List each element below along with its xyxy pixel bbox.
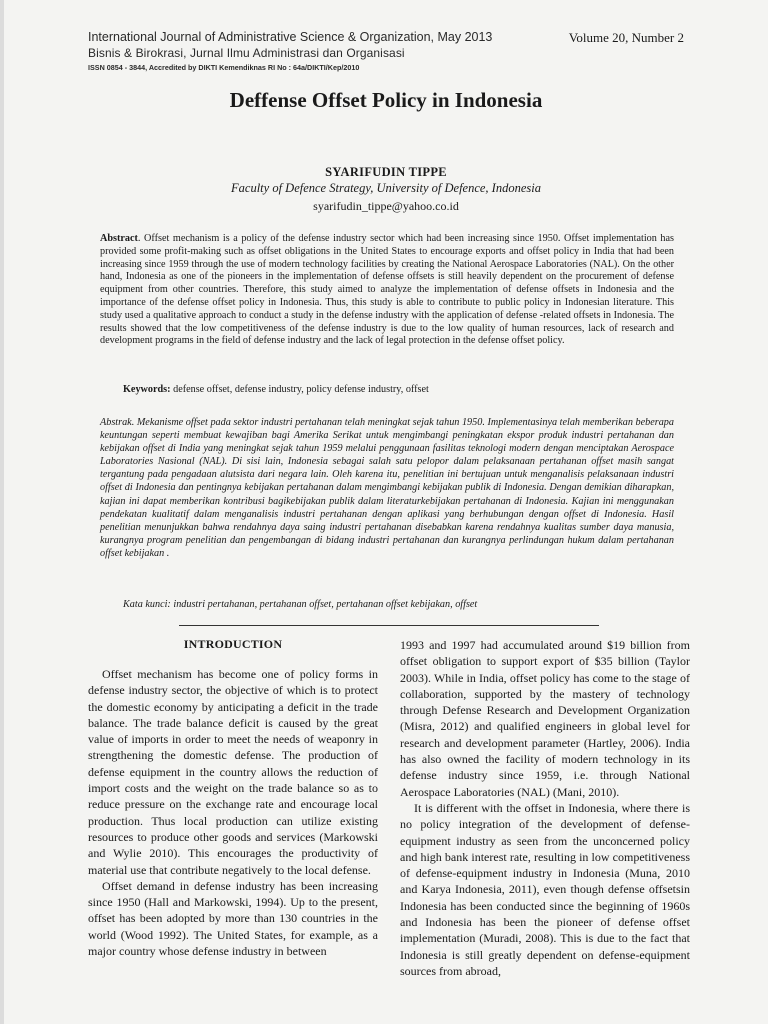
body-paragraph: It is different with the offset in Indonesia, where there is no policy integration of the development of defense-equipment industry as seen from the unconcerned policy and high bank interest rate, resulting in low competitiveness of defense-equipment industry in Indonesia (Muna, 2010 and Karya Indonesia, 2011), even though defense offsetsin Indonesia has been conducted since the beginning of 1960s and Indonesia has been the pioneer of defense offset implementation (Muradi, 2008). This is due to the fact that Indonesia is still greatly dependent on defense-equipment sources from abroad, <box>400 800 690 978</box>
keywords-text: defense offset, defense industry, policy defense industry, offset <box>170 384 429 395</box>
keywords-label: Keywords: <box>123 384 171 395</box>
body-paragraph: Offset demand in defense industry has been increasing since 1950 (Hall and Markowski, 1994). Up to the present, offset has been adopted by more than 130 countries in the world (Wood 1992). The United States, for example, as a major country whose defense industry in between <box>88 878 378 959</box>
author-name: SYARIFUDIN TIPPE <box>325 165 447 179</box>
section-heading: INTRODUCTION <box>183 637 283 651</box>
body-column-left <box>88 666 378 959</box>
abstract-text: . Offset mechanism is a policy of the defense industry sector which had been increasing since 1950. Offset implementation has provided some profit-making such as offset obligations in the United States to encourage exports and offset policy in India that had been increasing since 1959 through the use of modern technology facilities by creating the National Aerospace Laboratories (NAL). On the other hand, Indonesia as one of the pioneers in the implementation of defense offsets is still heavily dependent on the procurement of defense equipment from other countries. Therefore, this study aimed to analyze the implementation of defense offsets in Indonesia and the importance of the defense offset policy in Indonesia. Thus, this study is able to contribute to public policy in Indonesian literature. This study used a qualitative approach to conduct a study in the defense industry with the application of defense -related offsets in Indonesia. The results showed that the low competitiveness of the defense industry is due to the low quality of human resources, lack of research and development programs in the field of defense industry and the lack of legal protection in the defense offset policy. <box>100 233 674 347</box>
journal-title: International Journal of Administrative Science & Organization, May 2013 <box>88 30 493 44</box>
paper-title: Deffense Offset Policy in Indonesia <box>229 88 543 112</box>
keywords <box>123 384 429 395</box>
journal-subtitle: Bisnis & Birokrasi, Jurnal Ilmu Administrasi dan Organisasi <box>88 46 405 60</box>
document-page <box>4 0 768 1024</box>
body-paragraph: 1993 and 1997 had accumulated around $19 billion from offset obligation to support export of $35 billion (Taylor 2003). While in India, offset policy has come to the stage of collaboration, supported by the mastery of technology through Defense Research and Development Organization (Misra, 2012) and qualified engineers in global level for research and development parameter (Hartley, 2006). India has also owned the facility of modern technology in its defense industry since 1959, i.e. through National Aerospace Laboratories (NAL) (Mani, 2010). <box>400 638 690 799</box>
abstract-label: Abstract <box>100 233 138 244</box>
section-divider <box>179 625 599 626</box>
abstract-english <box>100 233 674 348</box>
keywords-indonesian: Kata kunci: industri pertahanan, pertahanan offset, pertahanan offset kebijakan, offset <box>123 599 478 610</box>
author-affiliation: Faculty of Defence Strategy, University of Defence, Indonesia <box>231 181 541 195</box>
abstract-indonesian: Abstrak. Mekanisme offset pada sektor industri pertahanan telah meningkat sejak tahun 1950. Implementasinya telah memberikan beberapa keuntungan seperti membuat kewajiban bagi Amerika Serikat untuk mengimbangi peningkatan ekspor produk industri pertahanan dan kebijakan offset di India yang meningkat sejak tahun 1959 melalui penggunaan fasilitas teknologi modern dengan menciptakan Aerospace Laboratories Nasional (NAL). Di sisi lain, Indonesia sebagai salah satu pelopor dalam pelaksanaan pertahanan offset masih sangat tergantung pada pengadaan alutsista dari negara lain. Oleh karena itu, penelitian ini bertujuan untuk menganalisis pelaksanaan industri offset di Indonesia dan pentingnya kebijakan pertahanan dalam mengimbangi kebijakan publik di Indonesia. Dengan demikian diharapkan, kajian ini dapat memberikan kontribusi bagikebijakan publik dalam literaturkebijakan pertahanan di Indonesia. Kajian ini menggunakan pendekatan kualitatif dalam menganalisis industri pertahanan dengan aplikasi yang berhubungan dengan offset di Indonesia. Hasil penelitian menunjukkan bahwa rendahnya daya saing industri pertahanan disebabkan karena rendahnya kualitas sumber daya manusia, kurangnya program penelitian dan pengembangan di bidang industri pertahanan dan kurangnya perlindungan hukum dalam pertahanan offset kebijakan . <box>100 417 674 559</box>
volume-number: Volume 20, Number 2 <box>568 30 684 45</box>
body-paragraph: Offset mechanism has become one of policy forms in defense industry sector, the objective of which is to protect the domestic economy by anticipating a deficit in the trade balance. The trade balance deficit is caused by the great value of imports in order to meet the needs of weaponry in strengthening the domestic defense. The production of defense equipment in the country allows the reduction of import costs and the weight on the trade balance so as to reduce pressure on the exchange rate and encourage local production. Thus local production can utilize existing resources to produce other goods and services (Markowski and Wylie 2010). This encourages the productivity of material use that contribute negatively to the local defense. <box>88 667 378 877</box>
journal-issn: ISSN 0854 - 3844, Accredited by DIKTI Kemendiknas RI No : 64a/DIKTI/Kep/2010 <box>88 63 360 72</box>
body-column-right <box>400 637 690 979</box>
author-email[interactable]: syarifudin_tippe@yahoo.co.id <box>313 199 459 213</box>
